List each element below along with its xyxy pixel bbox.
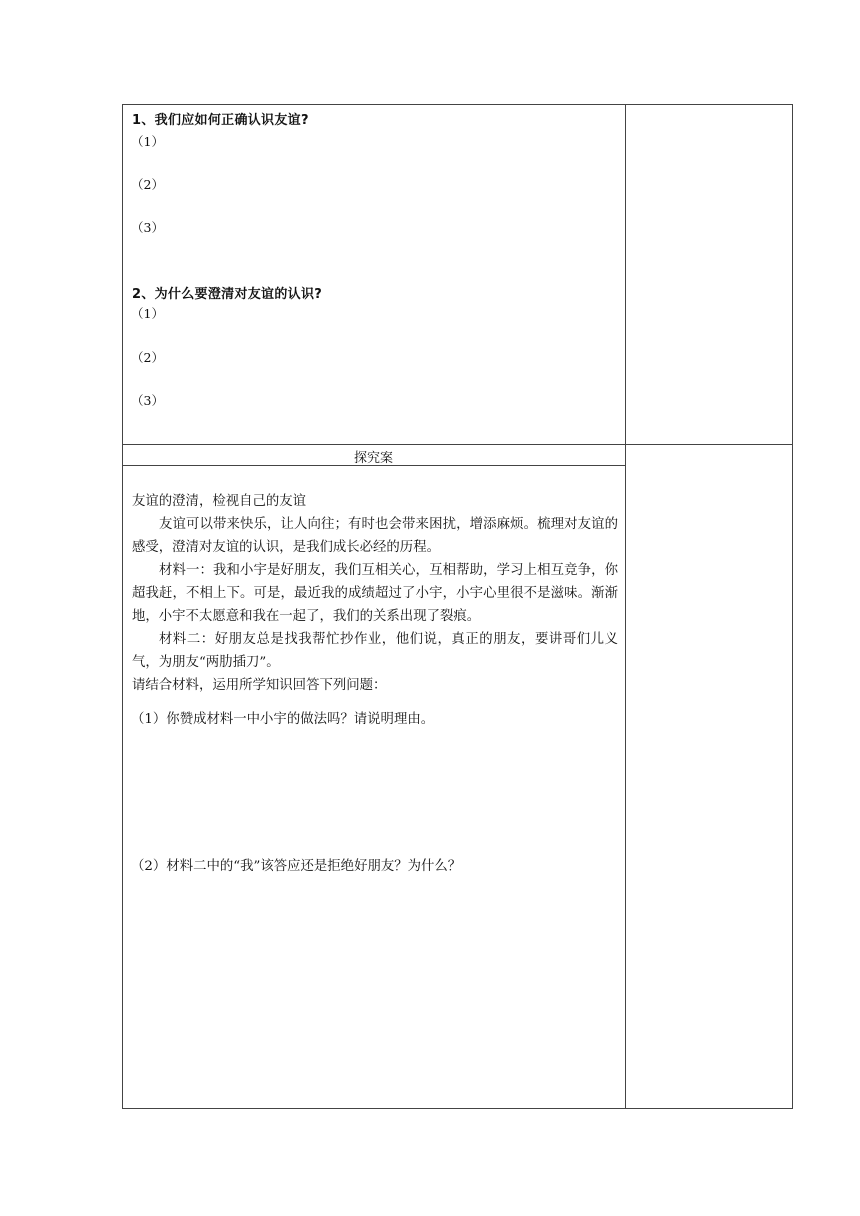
- question-2-item-1: （1）: [131, 306, 164, 321]
- explore-question-2: （2）材料二中的“我”该答应还是拒绝好朋友？为什么？: [131, 859, 462, 874]
- section-heading: 探究案: [353, 451, 393, 466]
- question-2-item-3: （3）: [131, 393, 164, 408]
- intro-paragraph: 友谊可以带来快乐，让人向往；有时也会带来困扰，增添麻烦。梳理对友谊的感受，澄清对友谊的认识，是我们成长必经的历程。: [132, 517, 618, 555]
- topic-line: 友谊的澄清，检视自己的友谊: [132, 494, 307, 509]
- question-1-item-2: （2）: [131, 177, 164, 192]
- material-1-paragraph: 材料一：我和小宇是好朋友，我们互相关心，互相帮助，学习上相互竞争，你超我赶，不相上下。可是，最近我的成绩超过了小宇，小宇心里很不是滋味。渐渐地，小宇不太愿意和我在一起了，我们的关系出现了裂痕。: [132, 563, 618, 624]
- question-1-item-1: （1）: [131, 134, 164, 149]
- row-divider: [122, 444, 793, 445]
- column-divider: [625, 104, 626, 1109]
- material-2-paragraph: 材料二：好朋友总是找我帮忙抄作业，他们说，真正的朋友，要讲哥们儿义气，为朋友“两肋插刀”。: [132, 632, 618, 670]
- prompt-line: 请结合材料，运用所学知识回答下列问题：: [132, 678, 387, 693]
- question-2-title: 2、为什么要澄清对友谊的认识?: [132, 287, 323, 302]
- question-2-item-2: （2）: [131, 350, 164, 365]
- question-1-title: 1、我们应如何正确认识友谊?: [132, 113, 309, 128]
- explore-question-1: （1）你赞成材料一中小宇的做法吗？请说明理由。: [131, 712, 435, 727]
- explore-body: [132, 490, 618, 697]
- question-1-item-3: （3）: [131, 220, 164, 235]
